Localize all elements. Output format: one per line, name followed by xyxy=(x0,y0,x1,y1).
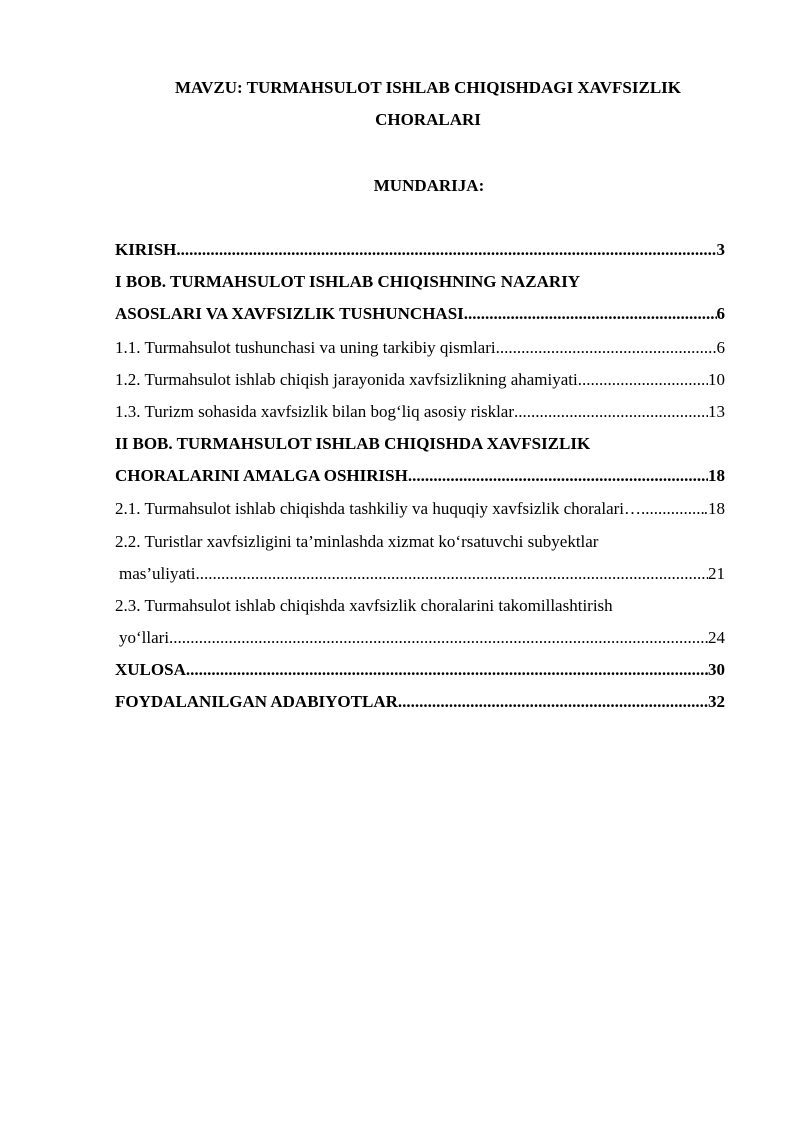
toc-entry-label: XULOSA xyxy=(115,660,186,679)
toc-entry-bob1 xyxy=(115,298,725,330)
toc-leader-dots xyxy=(496,332,717,364)
toc-entry-1-1 xyxy=(115,332,725,364)
toc-page-number: 32 xyxy=(708,692,725,711)
toc-entry-label: 1.2. Turmahsulot ishlab chiqish jarayonida xavfsizlikning ahamiyati xyxy=(115,370,578,389)
toc-page-number: 10 xyxy=(708,370,725,389)
toc-entry-label: mas’uliyati xyxy=(119,564,196,583)
toc-entry-label: 2.1. Turmahsulot ishlab chiqishda tashkiliy va huquqiy xavfsizlik choralari… xyxy=(115,499,641,518)
toc-entry-label: ASOSLARI VA XAVFSIZLIK TUSHUNCHASI xyxy=(115,304,464,323)
toc-leader-dots xyxy=(464,298,717,330)
toc-entry-label: KIRISH xyxy=(115,240,177,259)
toc-entry-1-2 xyxy=(115,364,725,396)
toc-entry-label: 1.1. Turmahsulot tushunchasi va uning tarkibiy qismlari xyxy=(115,338,496,357)
toc-entry-adabiyotlar xyxy=(115,686,725,718)
toc-page-number: 21 xyxy=(708,564,725,583)
toc-page-number: 24 xyxy=(708,628,725,647)
toc-entry-bob1-line1: I BOB. TURMAHSULOT ISHLAB CHIQISHNING NAZARIY xyxy=(115,272,581,291)
toc-entry-bob2 xyxy=(115,460,725,492)
toc-page-number: 6 xyxy=(716,304,725,323)
toc-entry-xulosa xyxy=(115,654,725,686)
toc-entry-2-3 xyxy=(115,622,725,654)
contents-heading: MUNDARIJA: xyxy=(373,176,485,195)
toc-leader-spacer xyxy=(641,493,704,525)
toc-entry-label: CHORALARINI AMALGA OSHIRISH xyxy=(115,466,408,485)
toc-page-number: 6 xyxy=(716,338,725,357)
toc-entry-label: FOYDALANILGAN ADABIYOTLAR xyxy=(115,692,398,711)
toc-entry-1-3 xyxy=(115,396,725,428)
toc-entry-2-2-line1: 2.2. Turistlar xavfsizligini ta’minlashda xizmat ko‘rsatuvchi subyektlar xyxy=(115,532,599,551)
toc-leader-dots xyxy=(195,558,708,590)
toc-entry-2-2 xyxy=(115,558,725,590)
toc-leader-dots xyxy=(176,234,716,266)
toc-leader-dots xyxy=(169,622,708,654)
toc-entry-2-3-line1: 2.3. Turmahsulot ishlab chiqishda xavfsizlik choralarini takomillashtirish xyxy=(115,596,613,615)
toc-entry-kirish xyxy=(115,234,725,266)
toc-leader-dots xyxy=(578,364,708,396)
toc-leader-dots xyxy=(398,686,708,718)
document-title-line-1: MAVZU: TURMAHSULOT ISHLAB CHIQISHDAGI XAVFSIZLIK xyxy=(174,78,682,97)
toc-entry-bob2-line1: II BOB. TURMAHSULOT ISHLAB CHIQISHDA XAVFSIZLIK xyxy=(115,434,591,453)
toc-page-number: 30 xyxy=(708,660,725,679)
toc-page-number: 13 xyxy=(708,402,725,421)
document-title-line-2: CHORALARI xyxy=(375,110,481,129)
toc-page-number: 18 xyxy=(708,466,725,485)
toc-leader-dots xyxy=(408,460,708,492)
toc-leader-dots xyxy=(514,396,708,428)
toc-page-number: 3 xyxy=(716,240,725,259)
toc-entry-2-1 xyxy=(115,493,725,525)
toc-entry-label: yo‘llari xyxy=(119,628,170,647)
toc-entry-label: 1.3. Turizm sohasida xavfsizlik bilan bog‘liq asosiy risklar xyxy=(115,402,514,421)
toc-page-number: .18 xyxy=(703,499,725,518)
toc-leader-dots xyxy=(186,654,708,686)
